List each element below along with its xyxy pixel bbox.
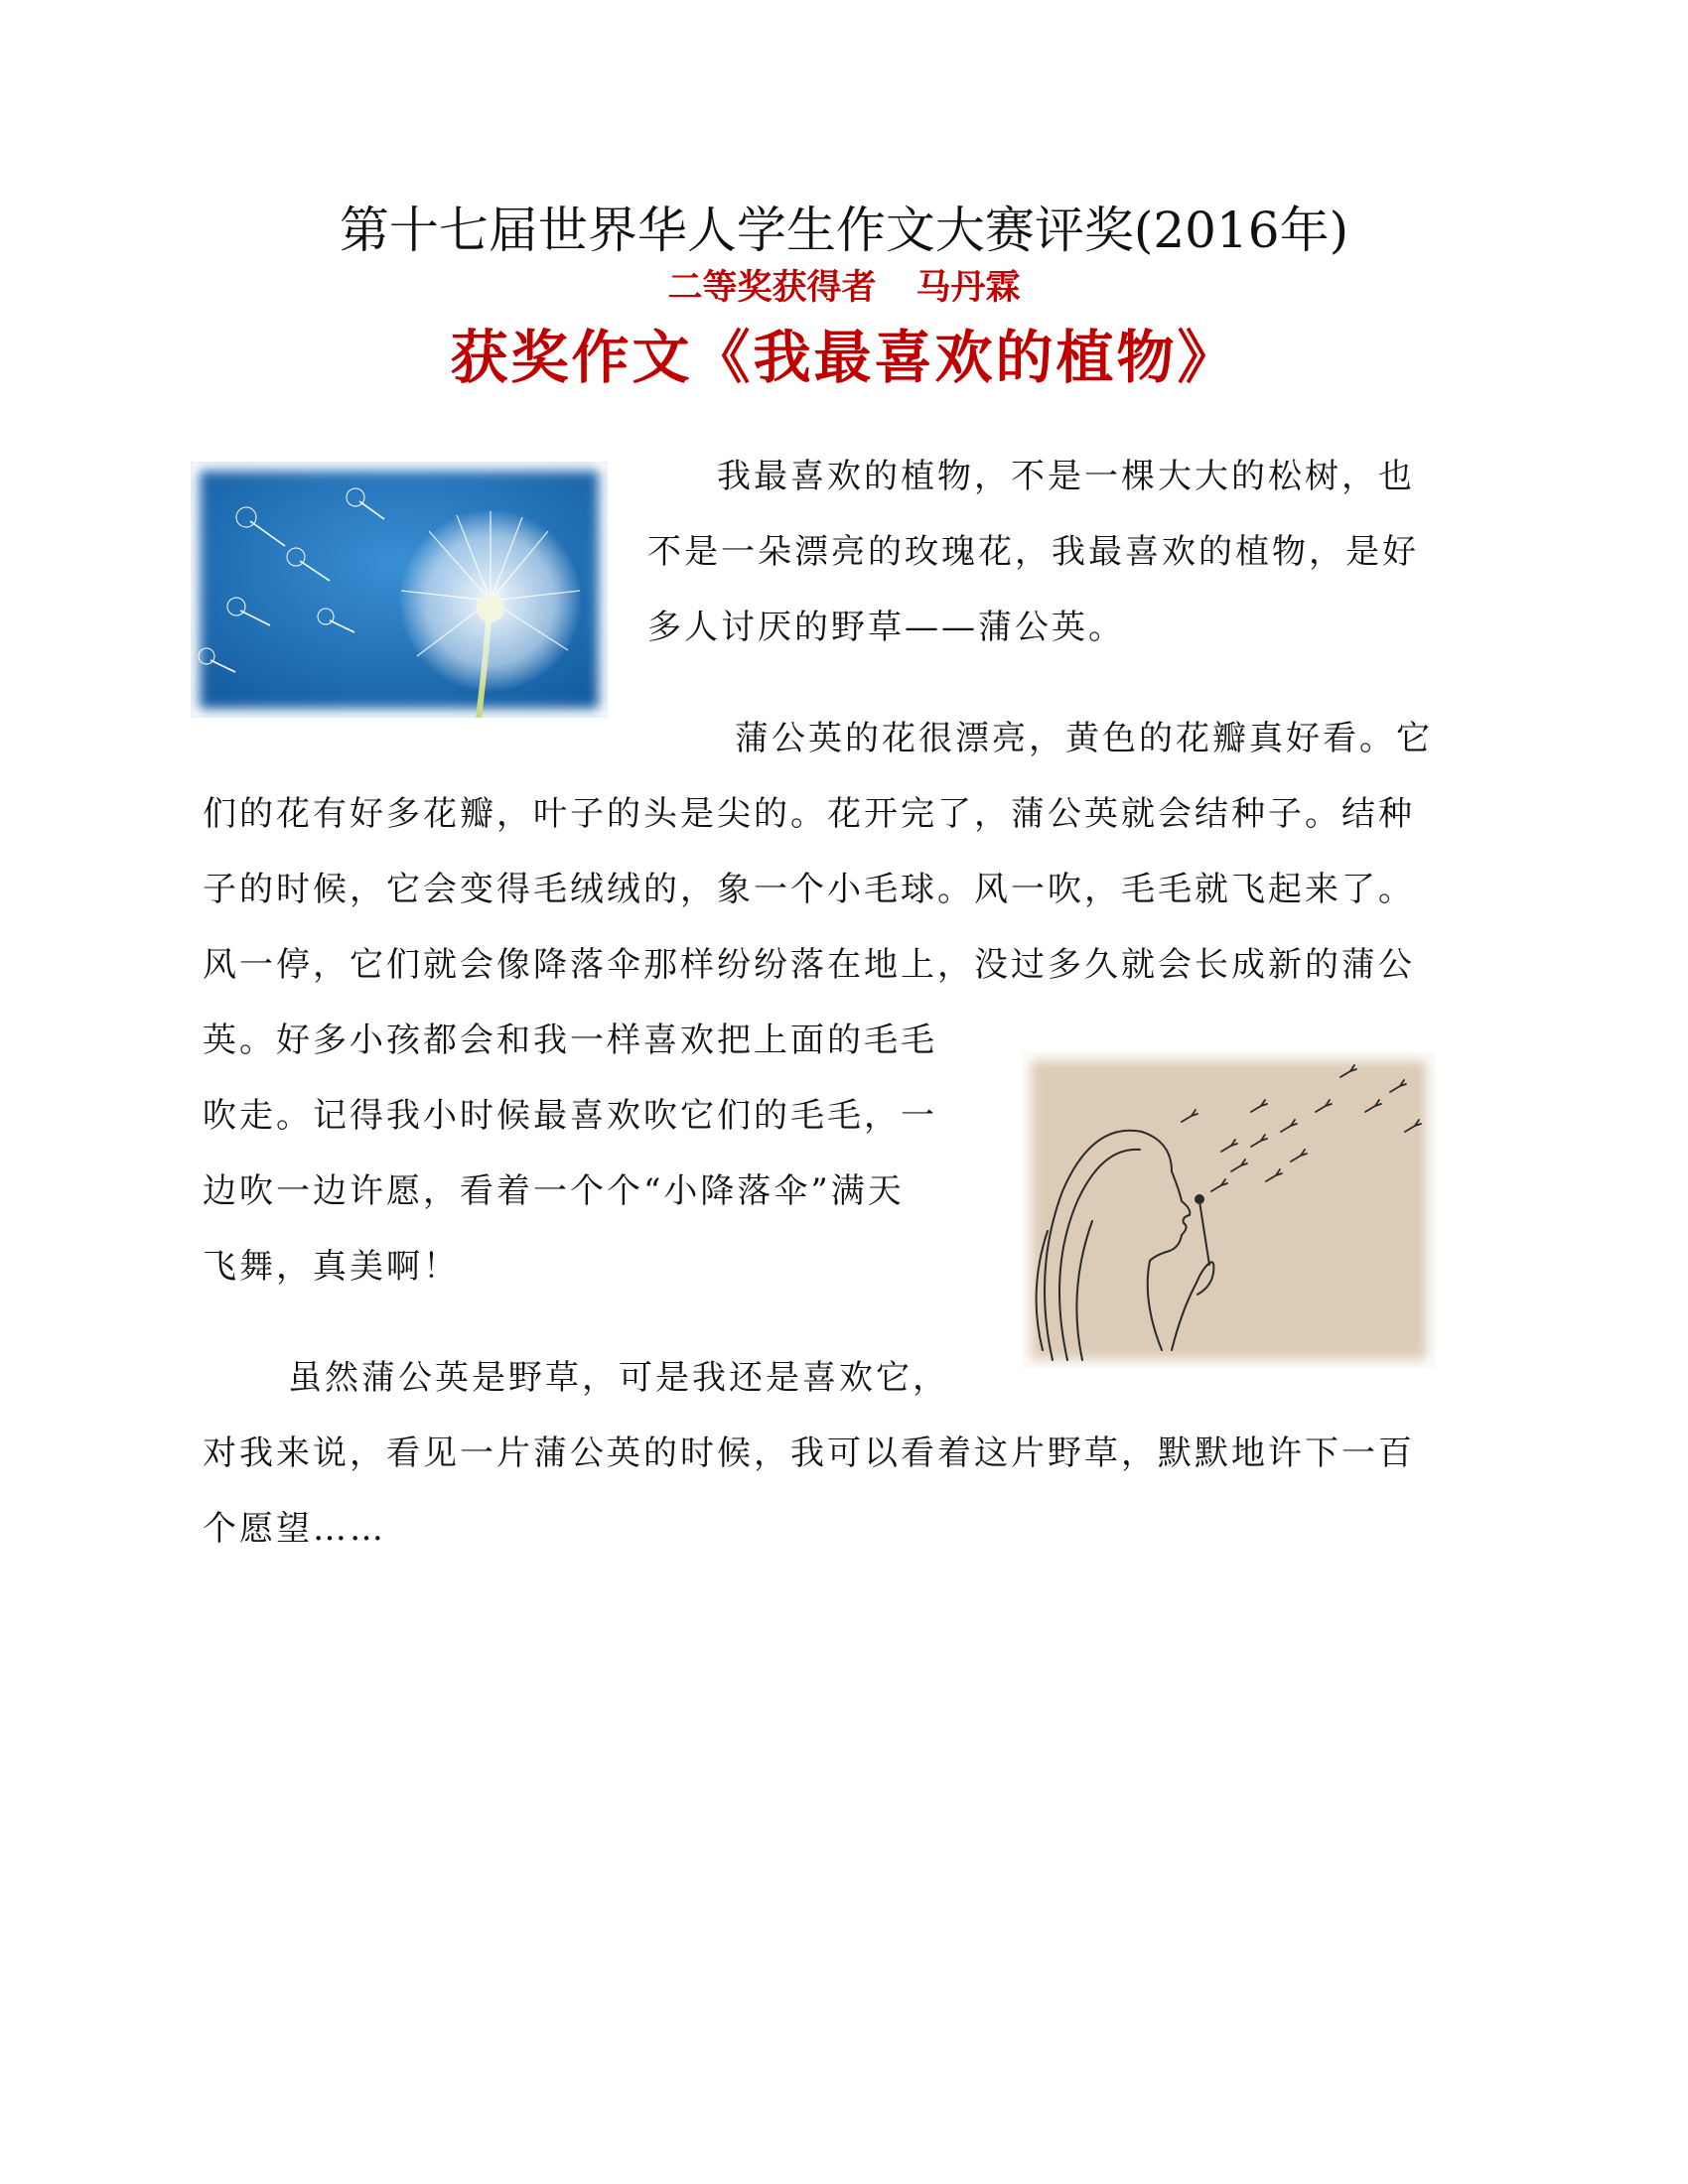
paragraph-2-line-1: 蒲公英的花很漂亮，黄色的花瓣真好看。它: [735, 719, 1433, 758]
paragraph-2-line-8: 飞舞，真美啊！: [203, 1247, 460, 1287]
paragraph-3-line-2: 对我来说，看见一片蒲公英的时候，我可以看着这片野草，默默地许下一百: [203, 1433, 1415, 1473]
paragraph-3-line-1: 虽然蒲公英是野草，可是我还是喜欢它，: [288, 1358, 949, 1398]
paragraph-2-line-6: 吹走。记得我小时候最喜欢吹它们的毛毛，一: [203, 1096, 937, 1136]
award-line: [0, 266, 1688, 310]
paragraph-2-line-2: 们的花有好多花瓣，叶子的头是尖的。花开完了，蒲公英就会结种子。结种: [203, 794, 1415, 834]
paragraph-1-line-3: 多人讨厌的野草——蒲公英。: [647, 608, 1125, 647]
paragraph-2-line-3: 子的时候，它会变得毛绒绒的，象一个小毛球。风一吹，毛毛就飞起来了。: [203, 870, 1415, 909]
paragraph-2-line-4: 风一停，它们就会像降落伞那样纷纷落在地上，没过多久就会长成新的蒲公: [203, 945, 1415, 985]
paragraph-1-line-2: 不是一朵漂亮的玫瑰花，我最喜欢的植物，是好: [647, 532, 1419, 572]
author-name: 马丹霖: [915, 268, 1021, 308]
paragraph-2-line-7: 边吹一边许愿，看着一个个“小降落伞”满天: [203, 1171, 905, 1211]
page-title: 第十七届世界华人学生作文大赛评奖(2016年): [339, 202, 1349, 259]
paragraph-3-line-3: 个愿望……: [203, 1509, 386, 1549]
essay-title: 获奖作文《我最喜欢的植物》: [450, 324, 1238, 391]
paragraph-1-line-1: 我最喜欢的植物，不是一棵大大的松树，也: [717, 457, 1415, 496]
dandelion-photo: [191, 462, 608, 718]
paragraph-2-line-5: 英。好多小孩都会和我一样喜欢把上面的毛毛: [203, 1021, 937, 1060]
award-level: 二等奖获得者: [667, 268, 877, 308]
girl-blowing-dandelion-sketch: [1023, 1052, 1435, 1368]
